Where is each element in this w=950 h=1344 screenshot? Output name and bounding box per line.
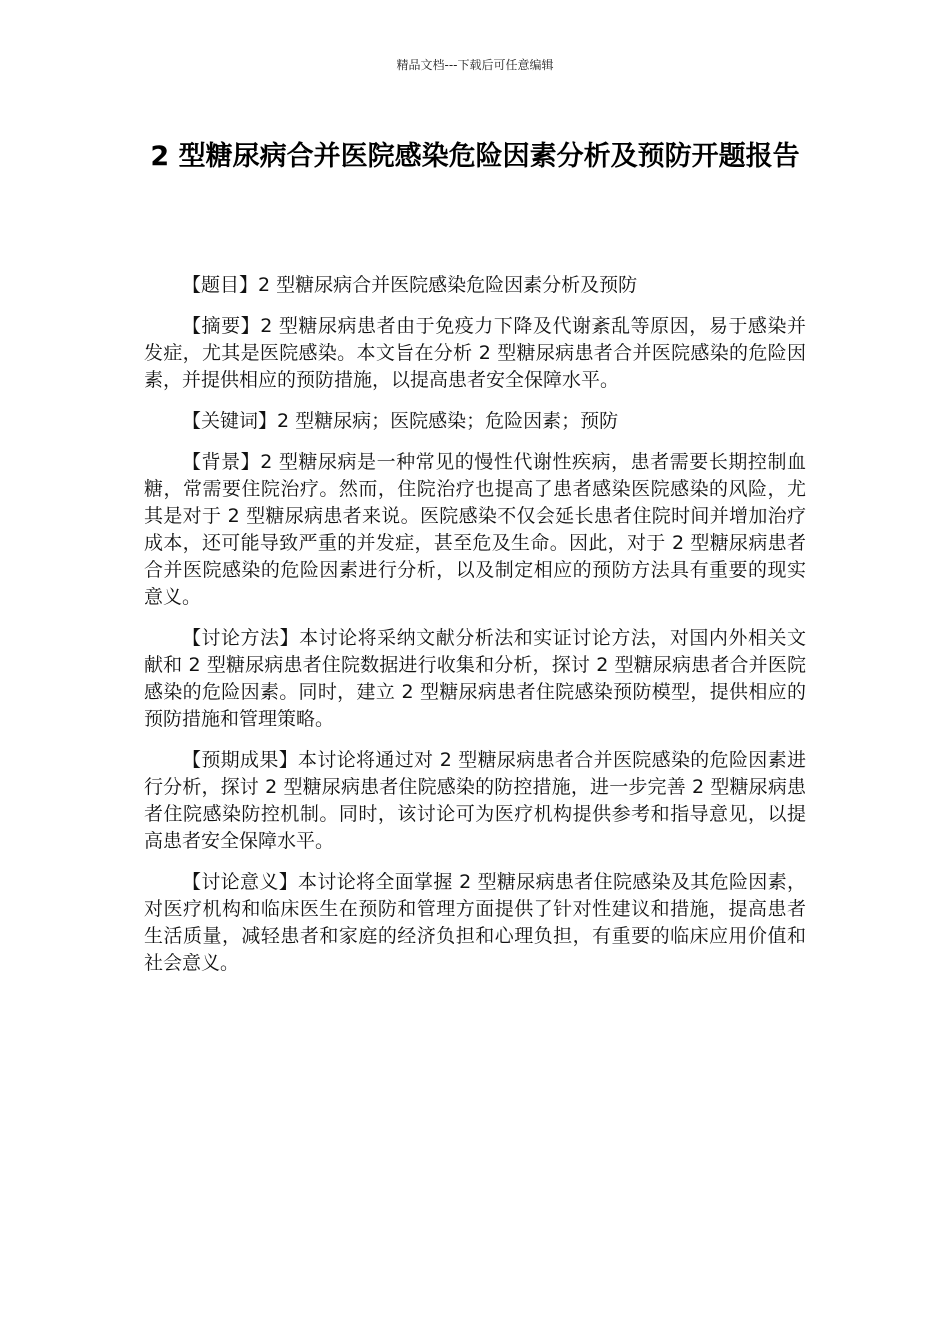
section-label: 【预期成果】 <box>182 749 299 771</box>
section-label: 【摘要】 <box>182 315 261 337</box>
section-text: 2 型糖尿病合并医院感染危险因素分析及预防 <box>258 274 638 296</box>
section-text: 本讨论将通过对 2 型糖尿病患者合并医院感染的危险因素进行分析，探讨 2 型糖尿病患者住院感染的防控措施，进一步完善 2 型糖尿病患者住院感染防控机制。同时，该讨论可为医疗机构提供参考和指导意见，以提高患者安全保障水平。 <box>144 749 806 852</box>
section-label: 【讨论意义】 <box>182 871 299 893</box>
section-text: 本讨论将全面掌握 2 型糖尿病患者住院感染及其危险因素，对医疗机构和临床医生在预防和管理方面提供了针对性建议和措施，提高患者生活质量，减轻患者和家庭的经济负担和心理负担，有重要的临床应用价值和社会意义。 <box>144 871 806 974</box>
section-label: 【讨论方法】 <box>182 627 300 649</box>
section-label: 【关键词】 <box>182 410 278 432</box>
section-background <box>144 449 806 611</box>
section-topic <box>144 272 806 299</box>
document-title: 2 型糖尿病合并医院感染危险因素分析及预防开题报告 <box>150 141 800 172</box>
section-text: 2 型糖尿病；医院感染；危险因素；预防 <box>277 410 619 432</box>
section-label: 【背景】 <box>182 451 261 473</box>
section-keywords <box>144 408 806 435</box>
section-methods <box>144 625 806 733</box>
section-significance <box>144 869 806 977</box>
document-body <box>144 272 806 991</box>
section-text: 本讨论将采纳文献分析法和实证讨论方法，对国内外相关文献和 2 型糖尿病患者住院数据进行收集和分析，探讨 2 型糖尿病患者合并医院感染的危险因素。同时，建立 2 型糖尿病患者住院感染预防模型，提供相应的预防措施和管理策略。 <box>144 627 806 730</box>
section-label: 【题目】 <box>182 274 259 296</box>
header-note: 精品文档---下载后可任意编辑 <box>396 58 554 72</box>
section-text: 2 型糖尿病患者由于免疫力下降及代谢紊乱等原因，易于感染并发症，尤其是医院感染。本文旨在分析 2 型糖尿病患者合并医院感染的危险因素，并提供相应的预防措施，以提高患者安全保障水平。 <box>144 315 806 391</box>
section-expected-results <box>144 747 806 855</box>
section-abstract <box>144 313 806 394</box>
section-text: 2 型糖尿病是一种常见的慢性代谢性疾病，患者需要长期控制血糖，常需要住院治疗。然而，住院治疗也提高了患者感染医院感染的风险，尤其是对于 2 型糖尿病患者来说。医院感染不仅会延长患者住院时间并增加治疗成本，还可能导致严重的并发症，甚至危及生命。因此，对于 2 型糖尿病患者合并医院感染的危险因素进行分析，以及制定相应的预防方法具有重要的现实意义。 <box>144 451 806 608</box>
